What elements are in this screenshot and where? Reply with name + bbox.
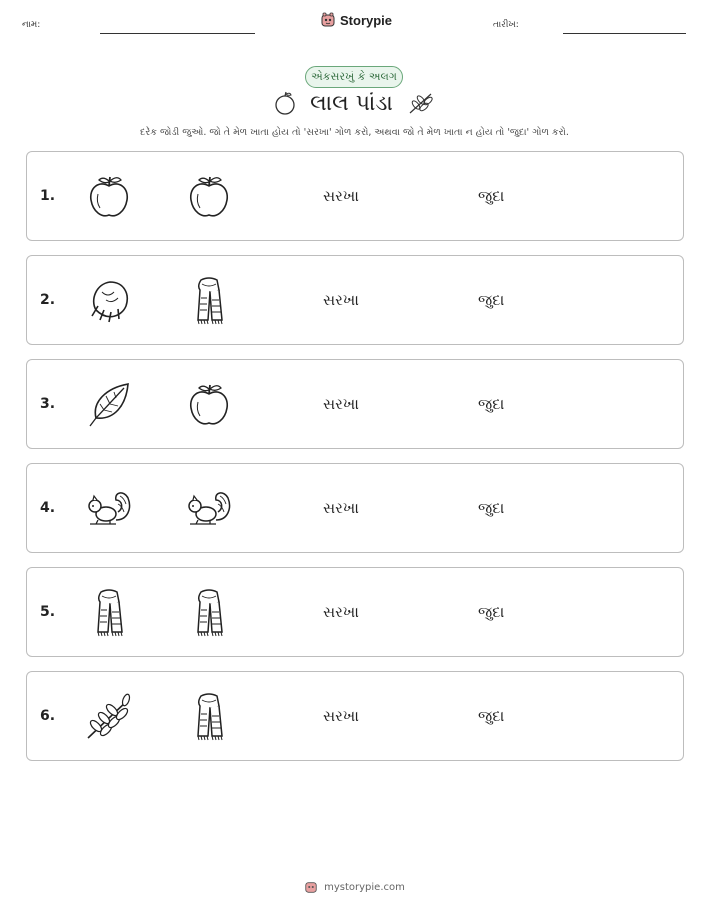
- apple-outline-icon: [274, 90, 296, 116]
- option-different[interactable]: જુદા: [478, 603, 505, 621]
- leafy-branch-icon: [407, 90, 435, 116]
- pair-row: [26, 567, 684, 657]
- branch-icon: [84, 692, 134, 742]
- page-title: લાલ પાંડા: [310, 90, 393, 116]
- row-number: 2.: [40, 292, 56, 308]
- squirrel-icon: [84, 484, 134, 534]
- option-same[interactable]: સરખા: [323, 291, 359, 309]
- option-different[interactable]: જુદા: [478, 395, 505, 413]
- date-label: તારીખ:: [493, 20, 519, 30]
- option-different[interactable]: જુદા: [478, 187, 505, 205]
- instructions: દરેક જોડી જુઓ. જો તે મેળ ખાતા હોય તો 'સરખા' ગોળ કરો, અથવા જો તે મેળ ખાતા ન હોય તો 'જુદા' ગોળ કરો.: [140, 127, 569, 138]
- row-number: 3.: [40, 396, 56, 412]
- leaf-icon: [84, 380, 134, 430]
- name-line[interactable]: [100, 33, 255, 34]
- footer-url: mystorypie.com: [324, 881, 405, 893]
- apple-icon: [184, 172, 234, 222]
- name-label: નામ:: [22, 20, 41, 30]
- apple-icon: [184, 380, 234, 430]
- pair-row: [26, 359, 684, 449]
- option-different[interactable]: જુદા: [478, 291, 505, 309]
- option-different[interactable]: જુદા: [478, 499, 505, 517]
- option-same[interactable]: સરખા: [323, 707, 359, 725]
- option-same[interactable]: સરખા: [323, 395, 359, 413]
- scarf-icon: [84, 588, 134, 638]
- option-same[interactable]: સરખા: [323, 187, 359, 205]
- scarf-icon: [184, 692, 234, 742]
- pair-row: [26, 671, 684, 761]
- row-number: 6.: [40, 708, 56, 724]
- date-line[interactable]: [563, 33, 686, 34]
- footer: [0, 880, 709, 894]
- logo-text: Storypie: [340, 12, 393, 28]
- scarf-icon: [184, 276, 234, 326]
- scarf-icon: [184, 588, 234, 638]
- paw-icon: [84, 276, 134, 326]
- activity-tag: એકસરખું કે અલગ: [305, 66, 403, 88]
- apple-icon: [84, 172, 134, 222]
- storypie-logo: [320, 12, 392, 28]
- row-number: 5.: [40, 604, 56, 620]
- option-same[interactable]: સરખા: [323, 499, 359, 517]
- title-row: [0, 90, 709, 116]
- row-number: 1.: [40, 188, 56, 204]
- pair-row: [26, 463, 684, 553]
- storypie-mascot-icon: [320, 12, 336, 28]
- pair-row: [26, 255, 684, 345]
- squirrel-icon: [184, 484, 234, 534]
- storypie-mascot-icon: [304, 880, 318, 894]
- option-same[interactable]: સરખા: [323, 603, 359, 621]
- row-number: 4.: [40, 500, 56, 516]
- pair-row: [26, 151, 684, 241]
- option-different[interactable]: જુદા: [478, 707, 505, 725]
